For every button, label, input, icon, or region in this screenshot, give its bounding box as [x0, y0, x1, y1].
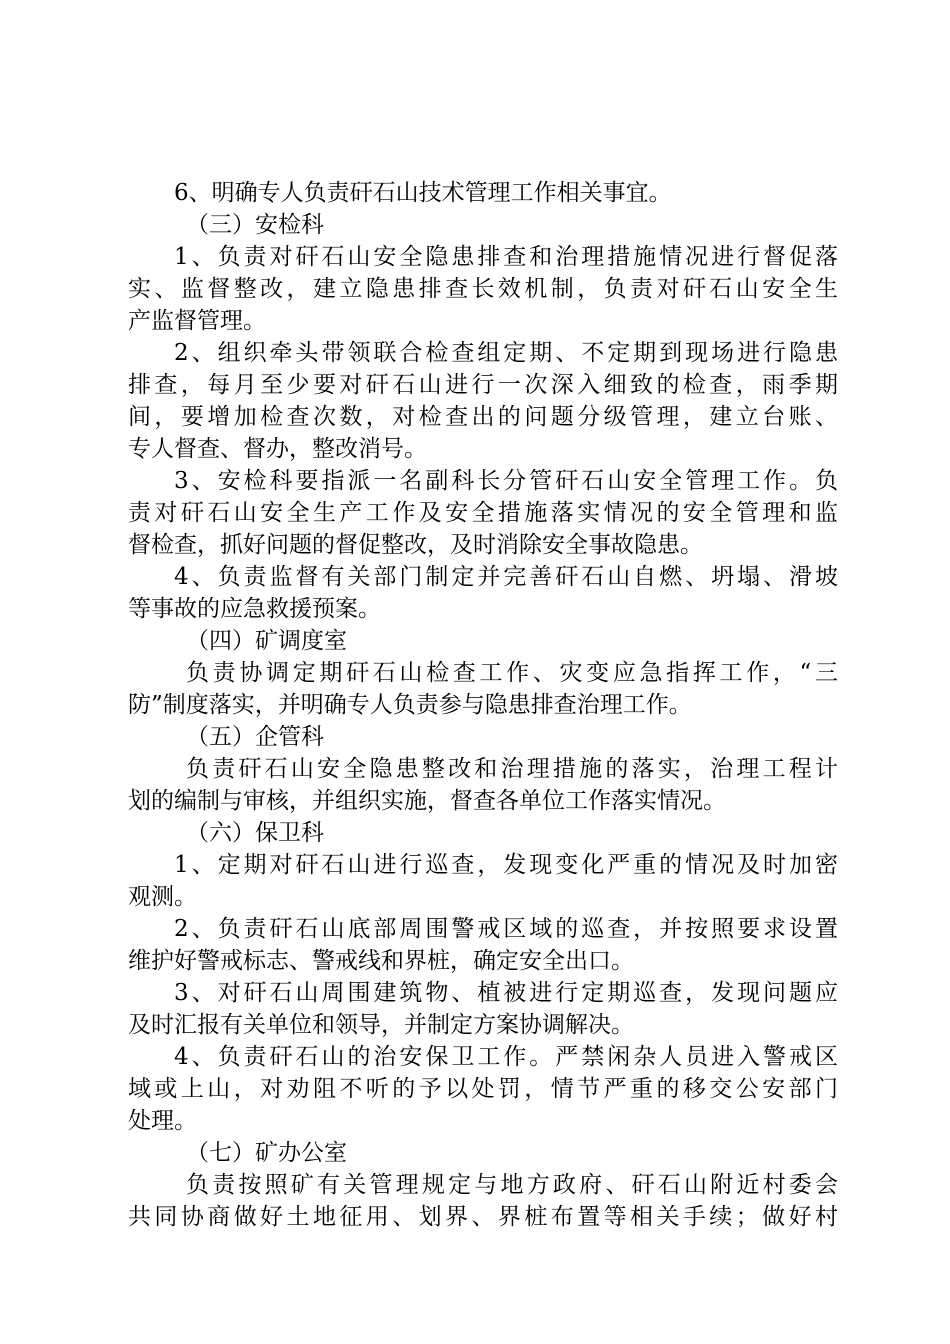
text-line: 域或上山，对劝阻不听的予以处罚，情节严重的移交公安部门	[128, 1076, 838, 1102]
text-line: 排查，每月至少要对矸石山进行一次深入细致的检查，雨季期	[128, 372, 838, 398]
text-line: 负责协调定期矸石山检查工作、灾变应急指挥工作，“三	[186, 660, 838, 686]
text-line: 观测。	[128, 884, 197, 910]
text-line: 实、监督整改，建立隐患排查长效机制，负责对矸石山安全生	[128, 276, 838, 302]
section-heading: （四）矿调度室	[186, 628, 347, 654]
text-line: 及时汇报有关单位和领导，并制定方案协调解决。	[128, 1012, 634, 1038]
text-line: 3、安检科要指派一名副科长分管矸石山安全管理工作。负	[174, 468, 838, 494]
section-heading: （三）安检科	[186, 212, 324, 238]
text-line: 产监督管理。	[128, 308, 266, 334]
text-line: 1、定期对矸石山进行巡查，发现变化严重的情况及时加密	[174, 852, 838, 878]
text-line: 等事故的应急救援预案。	[128, 596, 381, 622]
text-line: 划的编制与审核，并组织实施，督查各单位工作落实情况。	[128, 788, 726, 814]
text-line: 负责矸石山安全隐患整改和治理措施的落实，治理工程计	[186, 756, 838, 782]
text-line: 4、负责监督有关部门制定并完善矸石山自燃、坍塌、滑坡	[174, 564, 838, 590]
text-line: 2、组织牵头带领联合检查组定期、不定期到现场进行隐患	[174, 340, 838, 366]
text-line: 维护好警戒标志、警戒线和界桩，确定安全出口。	[128, 948, 634, 974]
text-line: 负责按照矿有关管理规定与地方政府、矸石山附近村委会	[186, 1172, 838, 1198]
text-line: 3、对矸石山周围建筑物、植被进行定期巡查，发现问题应	[174, 980, 838, 1006]
text-line: 责对矸石山安全生产工作及安全措施落实情况的安全管理和监	[128, 500, 838, 526]
text-line: 共同协商做好土地征用、划界、界桩布置等相关手续；做好村	[128, 1204, 838, 1230]
text-line: 督检查，抓好问题的督促整改，及时消除安全事故隐患。	[128, 532, 703, 558]
text-line: 1、负责对矸石山安全隐患排查和治理措施情况进行督促落	[174, 244, 838, 270]
text-line: 专人督查、督办，整改消号。	[128, 436, 427, 462]
section-heading: （六）保卫科	[186, 820, 324, 846]
text-line: 间，要增加检查次数，对检查出的问题分级管理，建立台账、	[128, 404, 838, 430]
text-line: 6、明确专人负责矸石山技术管理工作相关事宜。	[174, 180, 672, 206]
text-line: 4、负责矸石山的治安保卫工作。严禁闲杂人员进入警戒区	[174, 1044, 838, 1070]
section-heading: （七）矿办公室	[186, 1140, 347, 1166]
section-heading: （五）企管科	[186, 724, 324, 750]
text-line: 防”制度落实，并明确专人负责参与隐患排查治理工作。	[128, 692, 692, 718]
text-line: 2、负责矸石山底部周围警戒区域的巡查，并按照要求设置	[174, 916, 838, 942]
text-line: 处理。	[128, 1108, 197, 1134]
